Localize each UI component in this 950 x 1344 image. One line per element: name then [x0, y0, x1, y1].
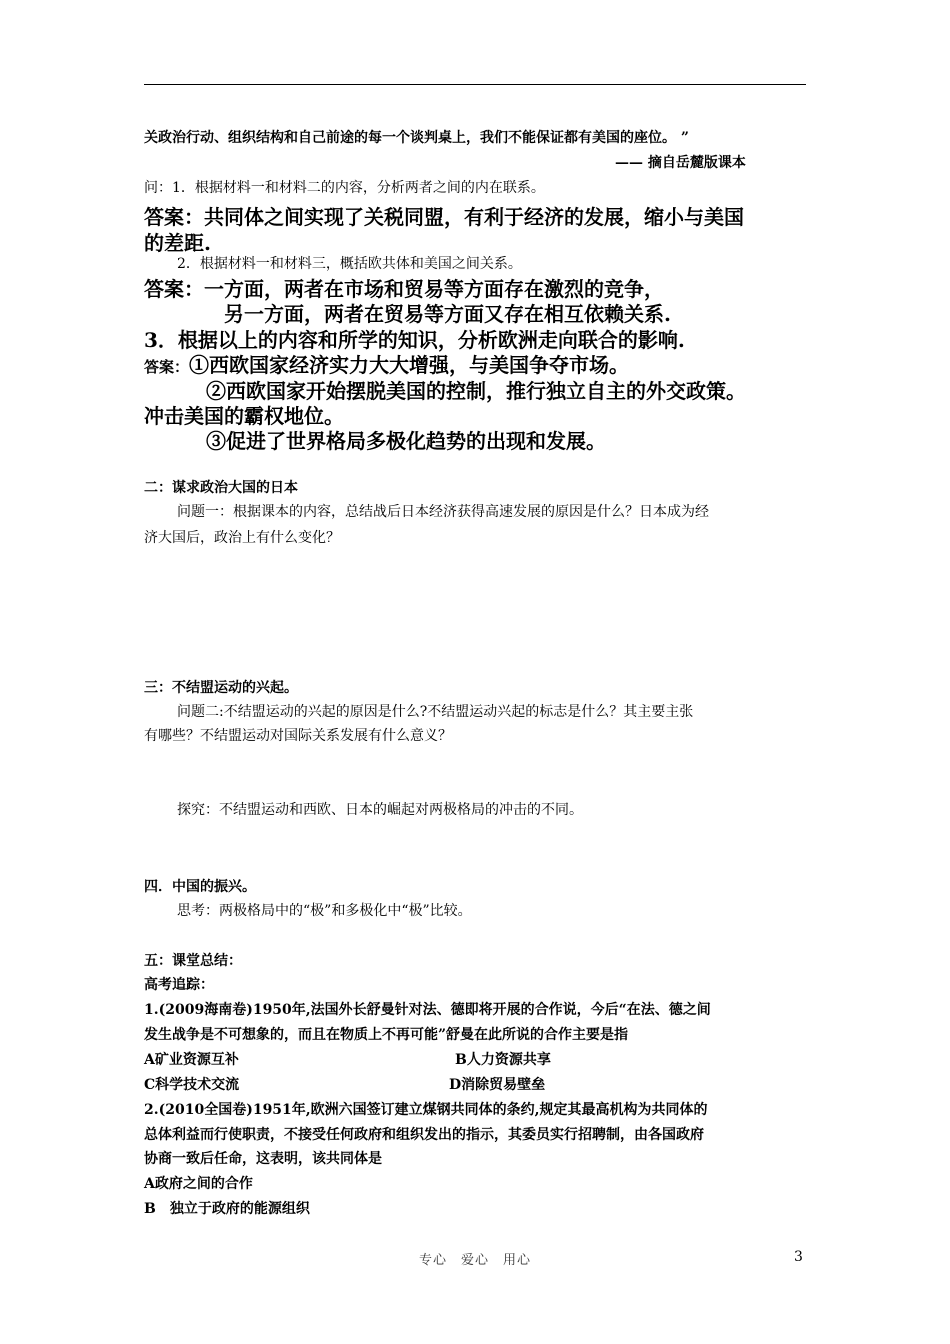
answer-3-label: 答案： — [144, 358, 190, 376]
answer-3-point-2: ②西欧国家开始摆脱美国的控制，推行独立自主的外交政策。 — [206, 379, 746, 403]
section-3-question-line-1: 问题二:不结盟运动的兴起的原因是什么?不结盟运动兴起的标志是什么？其主要主张 — [177, 704, 694, 720]
section-3-explore: 探究：不结盟运动和西欧、日本的崛起对两极格局的冲击的不同。 — [177, 802, 583, 818]
exam-q1-line-2: 发生战争是不可想象的，而且在物质上不再可能”舒曼在此所说的合作主要是指 — [144, 1027, 629, 1043]
section-2-question-line-1: 问题一：根据课本的内容，总结战后日本经济获得高速发展的原因是什么？日本成为经 — [177, 504, 709, 520]
answer-3-point-2-cont: 冲击美国的霸权地位。 — [144, 404, 344, 428]
quote-line: 关政治行动、组织结构和自己前途的每一个谈判桌上，我们不能保证都有美国的座位。 ” — [144, 130, 689, 146]
section-4-think: 思考：两极格局中的“极”和多极化中“极”比较。 — [177, 903, 472, 919]
section-2-heading: 二：谋求政治大国的日本 — [144, 480, 298, 496]
answer-1-line-1: 答案：共同体之间实现了关税同盟，有利于经济的发展，缩小与美国 — [144, 205, 744, 229]
exam-q1-option-a: A矿业资源互补 — [144, 1052, 239, 1068]
page-footer: 专心 爱心 用心 — [418, 1253, 531, 1268]
answer-2-line-1: 答案：一方面，两者在市场和贸易等方面存在激烈的竞争， — [144, 277, 664, 301]
answer-3-point-1: ①西欧国家经济实力大大增强，与美国争夺市场。 — [189, 353, 630, 377]
exam-q1-line-1: 1.(2009海南卷)1950年,法国外长舒曼针对法、德即将开展的合作说，今后“在法、德之间 — [144, 1002, 711, 1018]
answer-2-line-2: 另一方面，两者在贸易等方面又存在相互依赖关系. — [224, 302, 671, 326]
exam-q2-option-b: B 独立于政府的能源组织 — [144, 1201, 310, 1217]
exam-q2-line-2: 总体利益而行使职责，不接受任何政府和组织发出的指示，其委员实行招聘制，由各国政府 — [144, 1127, 704, 1143]
exam-q1-option-b: B人力资源共享 — [455, 1052, 551, 1068]
answer-3-point-3: ③促进了世界格局多极化趋势的出现和发展。 — [206, 429, 606, 453]
exam-q2-line-1: 2.(2010全国卷)1951年,欧洲六国签订建立煤钢共同体的条约,规定其最高机构为共同体的 — [144, 1102, 708, 1118]
answer-1-line-2: 的差距. — [144, 231, 211, 255]
section-5-heading: 五：课堂总结： — [144, 953, 242, 969]
question-3: 3．根据以上的内容和所学的知识，分析欧洲走向联合的影响. — [144, 328, 685, 352]
section-3-question-line-2: 有哪些？不结盟运动对国际关系发展有什么意义？ — [144, 728, 452, 744]
quote-source: —— 摘自岳麓版课本 — [615, 155, 746, 171]
exam-tracking-heading: 高考追踪： — [144, 977, 214, 993]
question-2: 2．根据材料一和材料三，概括欧共体和美国之间关系。 — [177, 256, 522, 272]
section-4-heading: 四．中国的振兴。 — [144, 879, 256, 895]
exam-q1-option-d: D消除贸易壁垒 — [449, 1077, 546, 1093]
exam-q1-option-c: C科学技术交流 — [144, 1077, 240, 1093]
question-1: 问：1．根据材料一和材料二的内容，分析两者之间的内在联系。 — [144, 180, 545, 196]
section-3-heading: 三：不结盟运动的兴起。 — [144, 680, 298, 696]
exam-q2-line-3: 协商一致后任命，这表明，该共同体是 — [144, 1151, 382, 1167]
answer-3-line-1 — [144, 349, 629, 378]
header-rule — [144, 84, 806, 85]
page-number: 3 — [794, 1249, 803, 1265]
exam-q2-option-a: A政府之间的合作 — [144, 1176, 253, 1192]
section-2-question-line-2: 济大国后，政治上有什么变化？ — [144, 530, 340, 546]
